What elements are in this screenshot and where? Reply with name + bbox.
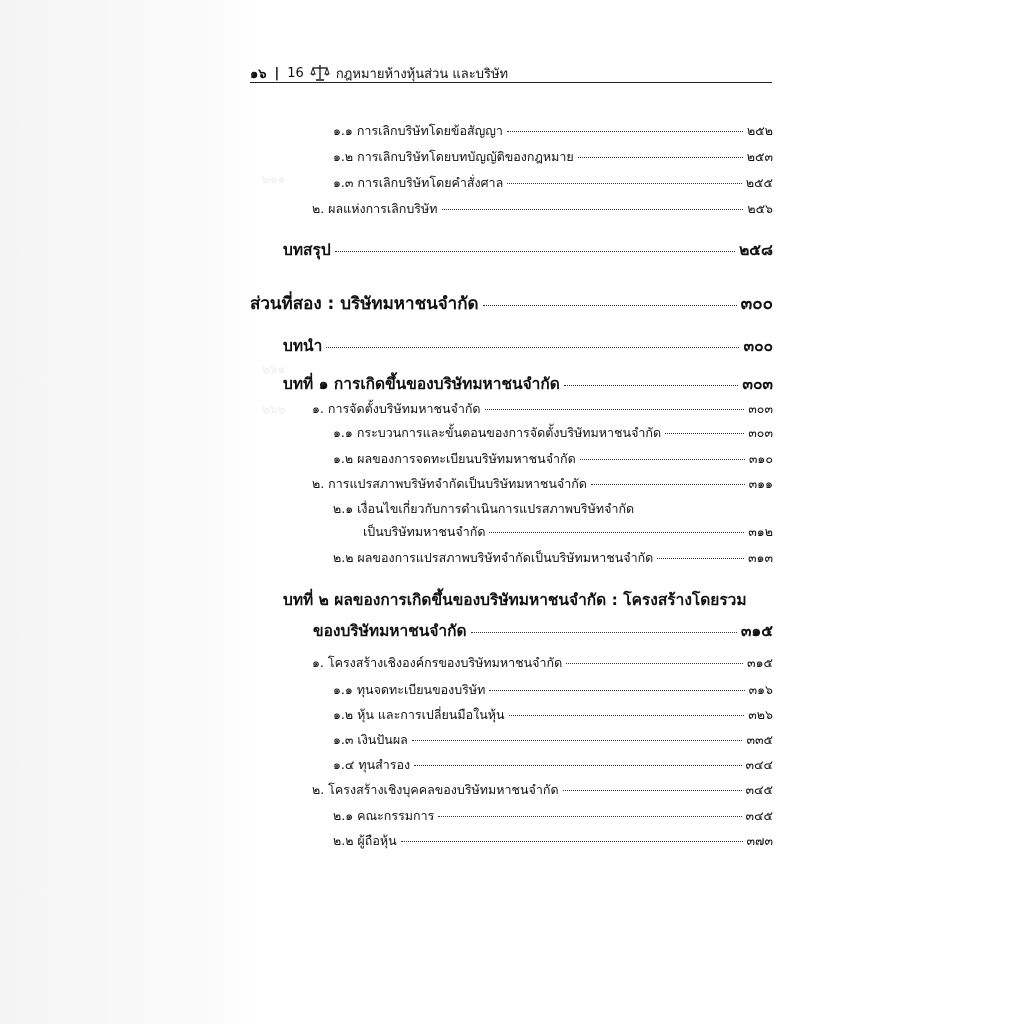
toc-chapter-1: บทที่ ๑ การเกิดขึ้นของบริษัทมหาชนจำกัด ๓๐๓: [283, 375, 773, 393]
toc-entry: ๑.๓ การเลิกบริษัทโดยคำสั่งศาล ๒๕๕: [333, 175, 773, 190]
book-title: กฎหมายห้างหุ้นส่วน และบริษัท: [335, 66, 509, 82]
toc-introduction: บทนำ ๓๐๐: [283, 337, 773, 355]
toc-entry: ๑.๒ การเลิกบริษัทโดยบทบัญญัติของกฎหมาย ๒๕๓: [333, 149, 773, 164]
toc-entry: ๒.๒ ผู้ถือหุ้น ๓๗๓: [333, 833, 773, 848]
bleed-through-text: ๒๖๑: [262, 362, 286, 376]
page-number-arabic: 16: [287, 65, 304, 81]
toc-chapter-2: บทที่ ๒ ผลของการเกิดขึ้นของบริษัทมหาชนจำกัด : โครงสร้างโดยรวม: [283, 591, 747, 609]
toc-entry-continued: เป็นบริษัทมหาชนจำกัด ๓๑๒: [363, 524, 773, 539]
toc-entry: ๑.๒ หุ้น และการเปลี่ยนมือในหุ้น ๓๒๖: [333, 707, 773, 722]
bleed-through-text: ๒๖๒: [262, 402, 286, 416]
toc-entry: ๑.๒ ผลของการจดทะเบียนบริษัทมหาชนจำกัด ๓๑๐: [333, 451, 773, 466]
page-header: [250, 62, 772, 84]
toc-entry: ๑. การจัดตั้งบริษัทมหาชนจำกัด ๓๐๓: [312, 401, 773, 416]
toc-entry: ๒.๑ คณะกรรมการ ๓๔๕: [333, 808, 773, 823]
toc-entry: ๒. โครงสร้างเชิงบุคคลของบริษัทมหาชนจำกัด ๓๔๕: [312, 782, 773, 797]
toc-entry: ๒. การแปรสภาพบริษัทจำกัดเป็นบริษัทมหาชนจำกัด ๓๑๑: [312, 476, 773, 491]
header-separator: |: [274, 65, 280, 81]
toc-part-two: ส่วนที่สอง : บริษัทมหาชนจำกัด ๓๐๐: [250, 294, 773, 314]
toc-entry: ๑.๓ เงินปันผล ๓๓๕: [333, 732, 773, 747]
toc-chapter-2-continued: ของบริษัทมหาชนจำกัด ๓๑๕: [313, 622, 773, 640]
toc-entry: ๑.๑ กระบวนการและขั้นตอนของการจัดตั้งบริษัทมหาชนจำกัด ๓๐๓: [333, 425, 773, 440]
toc-entry: ๑.๑ การเลิกบริษัทโดยข้อสัญญา ๒๕๒: [333, 123, 773, 138]
header-rule: [250, 82, 772, 83]
page-number-thai: ๑๖: [250, 66, 267, 82]
toc-entry: ๒. ผลแห่งการเลิกบริษัท ๒๕๖: [312, 201, 773, 216]
toc-entry: ๑. โครงสร้างเชิงองค์กรของบริษัทมหาชนจำกัด ๓๑๕: [312, 655, 773, 670]
toc-entry: ๒.๑ เงื่อนไขเกี่ยวกับการดำเนินการแปรสภาพบริษัทจำกัด: [333, 501, 635, 516]
toc-section-summary: บทสรุป ๒๕๘: [283, 241, 773, 259]
toc-entry: ๑.๔ ทุนสำรอง ๓๔๔: [333, 757, 773, 772]
toc-entry: ๑.๑ ทุนจดทะเบียนของบริษัท ๓๑๖: [333, 682, 773, 697]
scales-of-justice-icon: [310, 64, 330, 82]
toc-entry: ๒.๒ ผลของการแปรสภาพบริษัทจำกัดเป็นบริษัทมหาชนจำกัด ๓๑๓: [333, 550, 773, 565]
bleed-through-text: ๒๑๑: [262, 172, 286, 186]
